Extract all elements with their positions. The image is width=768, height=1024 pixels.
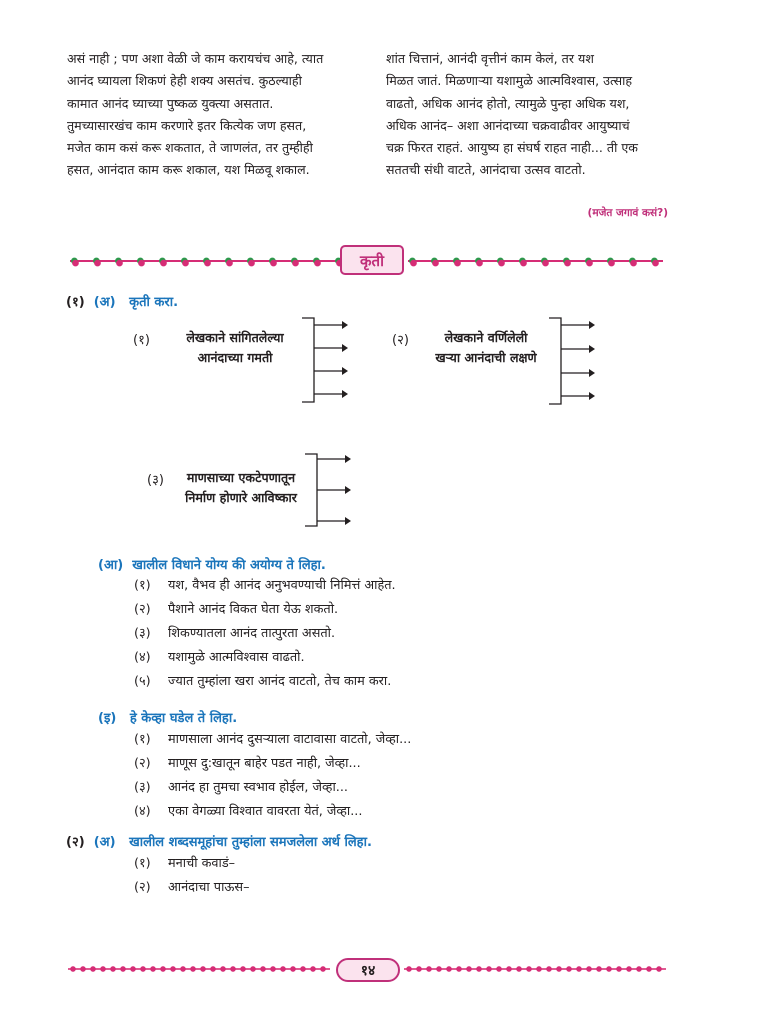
list-item: (५) ज्यात तुम्हांला खरा आनंद वाटतो, तेच काम करा.	[134, 674, 392, 689]
list-item: (२) माणूस दु:खातून बाहेर पडत नाही, जेव्हा...	[134, 756, 361, 771]
q2-a-instruction: खालील शब्दसमूहांचा तुम्हांला समजलेला अर्थ लिहा.	[129, 835, 372, 850]
q1-i-label: (इ)	[98, 711, 117, 726]
q2-number: (२)	[66, 835, 85, 850]
box-2-number: (२)	[392, 333, 409, 348]
source-citation: (मजेत जगावं कसं?)	[587, 207, 668, 219]
paragraph-right: शांत चित्तानं, आनंदी वृत्तीनं काम केलं, तर यश मिळत जातं. मिळणाऱ्या यशामुळे आत्मविश्वास, उत्साह वाढतो, अधिक आनंद होतो, त्यामुळे पुन्हा अधिक यश, अधिक आनंद– अशा आनंदाच्या चक्रवाढीवर आयुष्याचं चक्र फिरत राहतं. आयुष्य हा संघर्ष राहत नाही... ती एक सततची संधी वाटते, आनंदाचा उत्सव वाटतो.	[386, 51, 638, 178]
ornament-band-left	[70, 251, 340, 273]
q1-i-instruction: हे केव्हा घडेल ते लिहा.	[129, 711, 238, 726]
list-item: (१) मनाची कवाडं–	[134, 856, 236, 871]
kruti-heading: कृती	[340, 245, 404, 275]
q1-i-heading	[98, 708, 237, 726]
list-item: (२) पैशाने आनंद विकत घेता येऊ शकतो.	[134, 602, 339, 617]
footer-ornament-left	[68, 962, 330, 976]
q1-a-instruction: कृती करा.	[129, 295, 179, 310]
q2-a-list	[134, 852, 249, 900]
q1-a-heading	[66, 292, 178, 310]
footer-ornament-right	[404, 962, 666, 976]
q1-aa-heading	[98, 555, 326, 573]
q1-aa-list	[134, 574, 396, 694]
list-item: (१) यश, वैभव ही आनंद अनुभवण्याची निमित्तं आहेत.	[134, 578, 396, 593]
box-3-text: माणसाच्या एकटेपणातून निर्माण होणारे आविष्कार	[185, 470, 297, 505]
list-item: (४) यशामुळे आत्मविश्वास वाढतो.	[134, 650, 305, 665]
box-2-bracket-arrows	[547, 316, 597, 408]
q1-number: (१)	[66, 295, 85, 310]
q1-aa-instruction: खालील विधाने योग्य की अयोग्य ते लिहा.	[132, 558, 326, 573]
q1-a-label: (अ)	[93, 295, 116, 310]
q2-a-heading	[66, 832, 372, 850]
box-1-text: लेखकाने सांगितलेल्या आनंदाच्या गमती	[186, 330, 284, 365]
q1-i-list	[134, 728, 411, 824]
box-1-number: (१)	[133, 333, 150, 348]
ornament-band-right	[408, 251, 663, 273]
list-item: (३) आनंद हा तुमचा स्वभाव होईल, जेव्हा...	[134, 780, 348, 795]
list-item: (४) एका वेगळ्या विश्वात वावरता येतं, जेव्हा...	[134, 804, 363, 819]
paragraph-left: असं नाही ; पण अशा वेळी जे काम करायचंच आहे, त्यात आनंद घ्यायला शिकणं हेही शक्य असतंच. कुठल्याही कामात आनंद घ्याच्या पुष्कळ युक्त्या असतात. तुमच्यासारखंच काम करणारे इतर कित्येक जण हसत, मजेत काम कसं करू शकतात, ते जाणलंत, तर तुम्हीही हसत, आनंदात काम करू शकाल, यश मिळवू शकाल.	[67, 51, 324, 178]
box-1-bracket-arrows	[300, 316, 350, 406]
q2-a-label: (अ)	[93, 835, 116, 850]
box-3-number: (३)	[147, 473, 164, 488]
list-item: (१) माणसाला आनंद दुसऱ्याला वाटावासा वाटतो, जेव्हा...	[134, 732, 412, 747]
page-number: १४	[336, 958, 400, 982]
q1-aa-label: (आ)	[98, 558, 124, 573]
list-item: (३) शिकण्यातला आनंद तात्पुरता असतो.	[134, 626, 336, 641]
box-2-text: लेखकाने वर्णिलेली खऱ्या आनंदाची लक्षणे	[435, 330, 537, 365]
box-3-bracket-arrows	[303, 452, 353, 530]
list-item: (२) आनंदाचा पाऊस–	[134, 880, 250, 895]
